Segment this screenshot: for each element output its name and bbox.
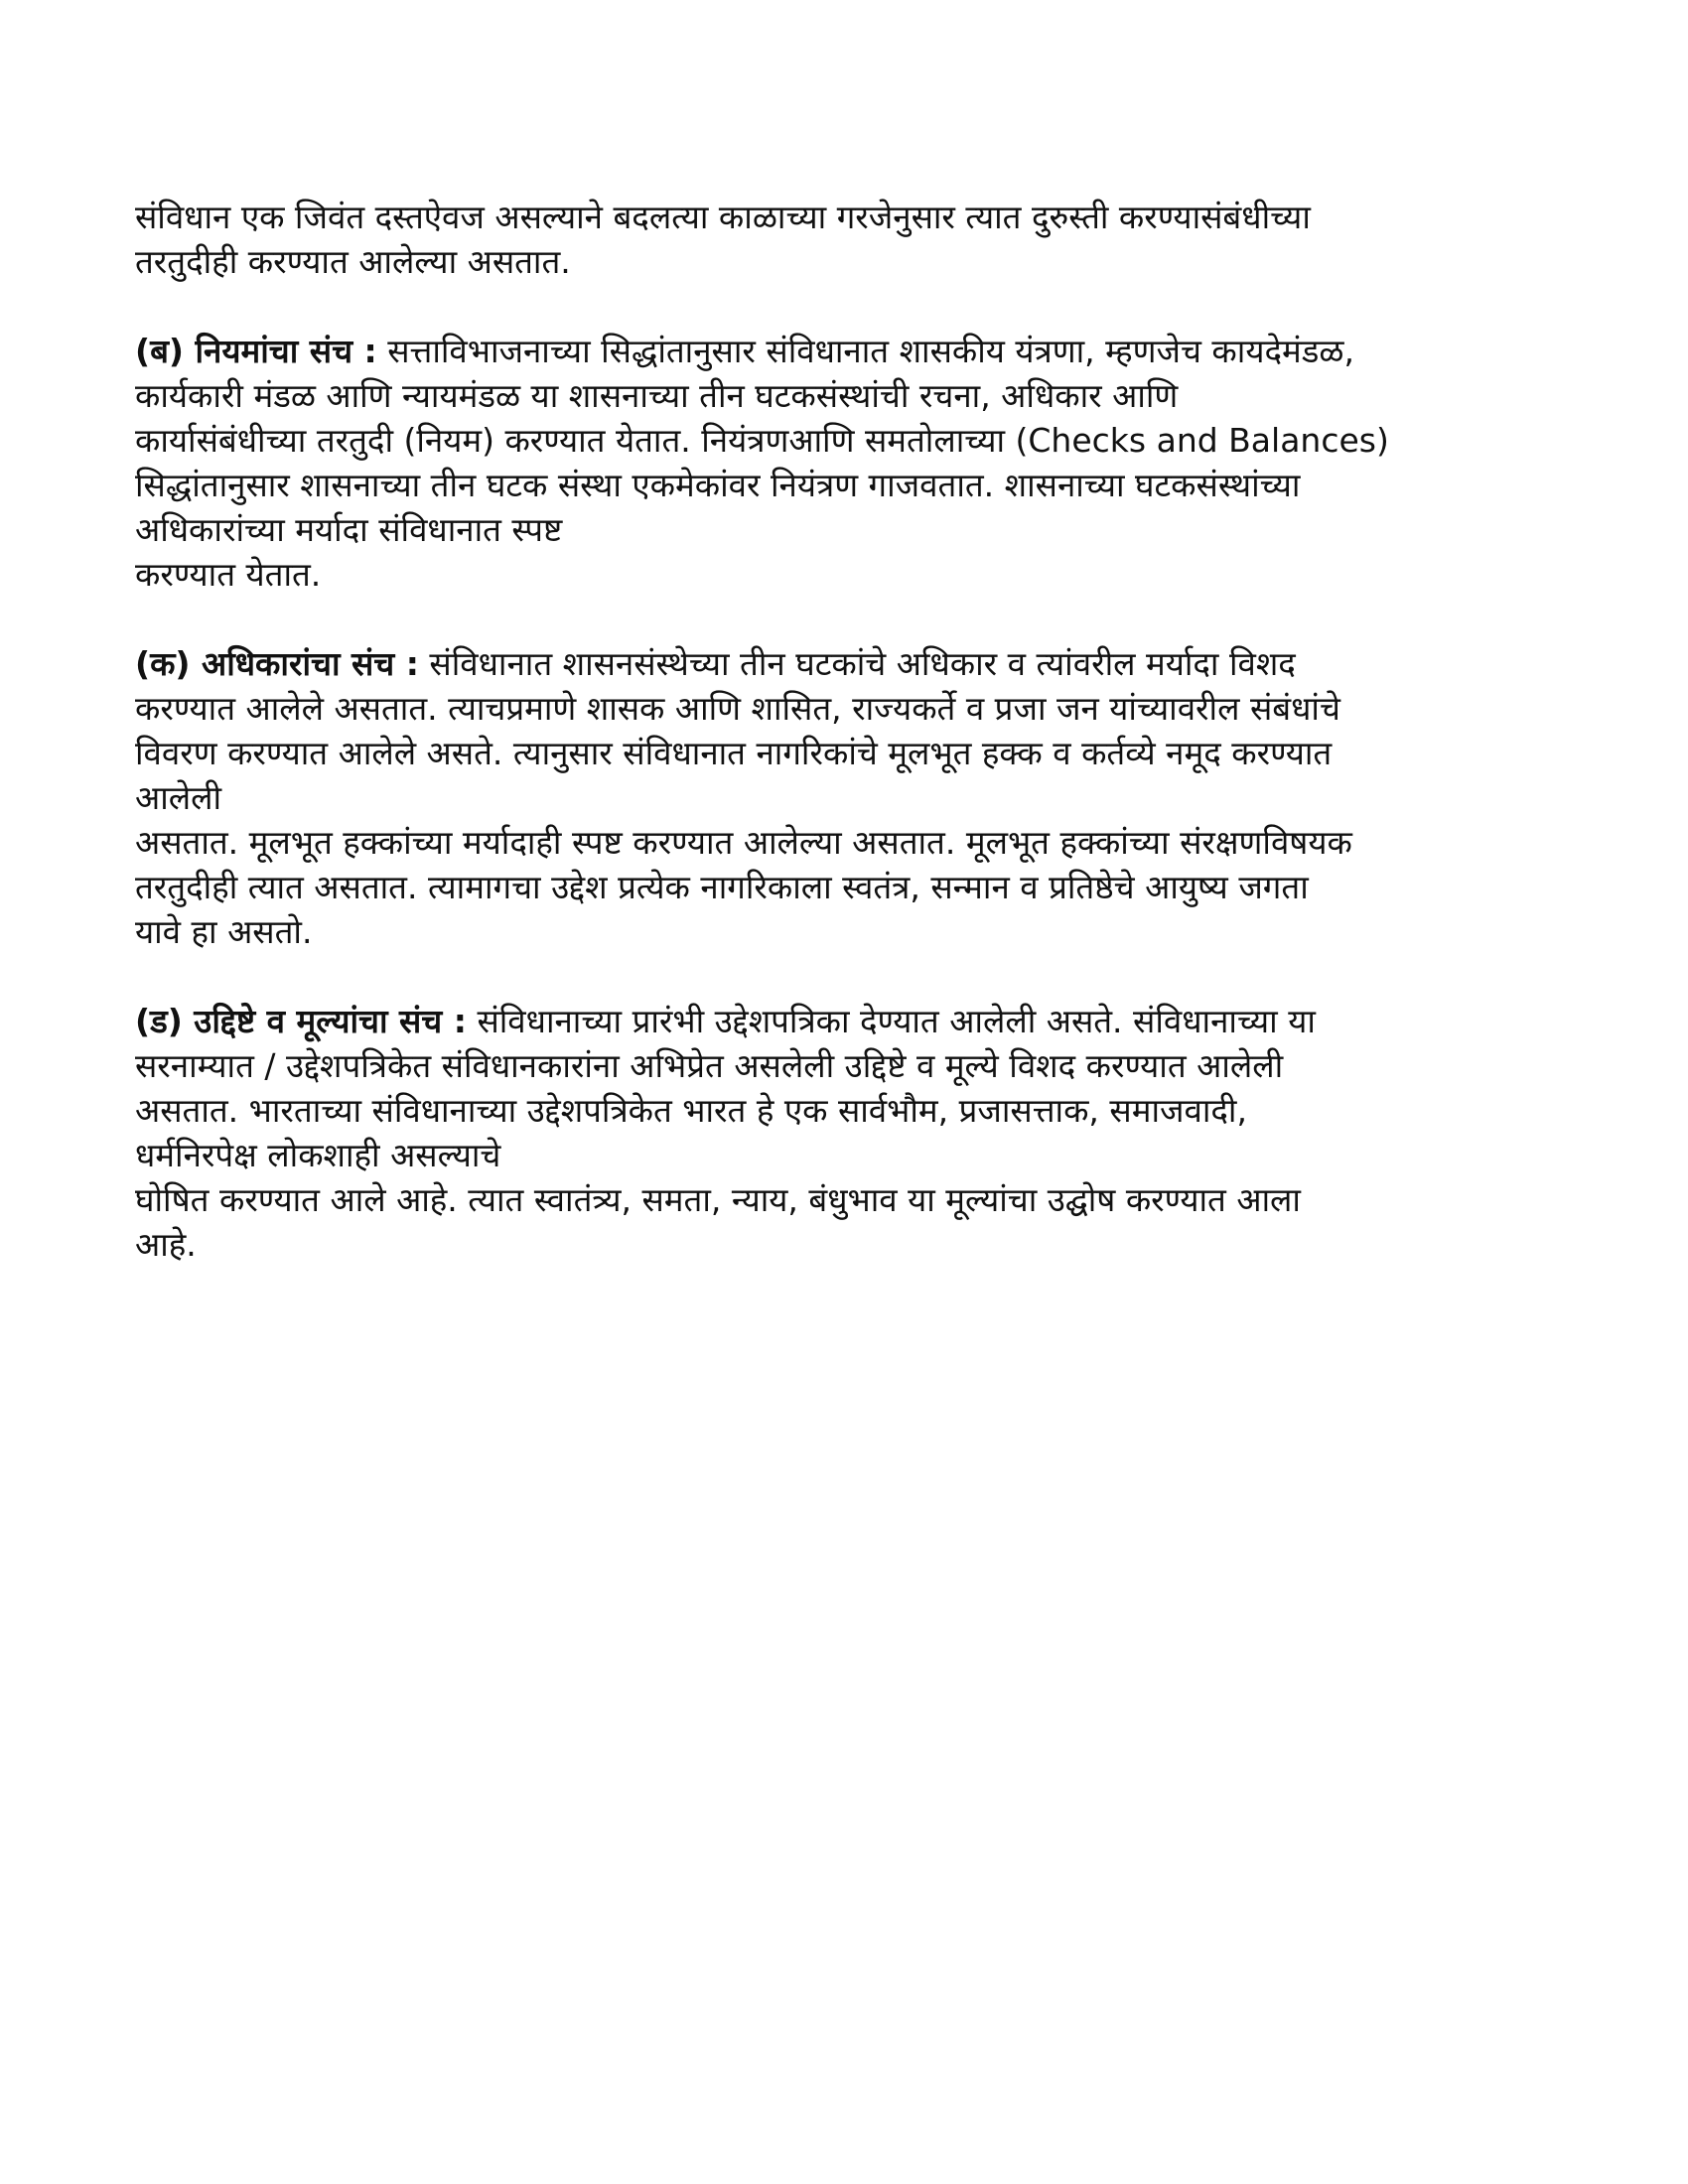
section-d-heading: (ड) उद्दिष्टे व मूल्यांचा संच : (135, 1002, 467, 1040)
section-b-heading: (ब) नियमांचा संच : (135, 332, 377, 370)
text-line: तरतुदीही त्यात असतात. त्यामागचा उद्देश प्रत्येक नागरिकाला स्वतंत्र, सन्मान व प्रतिष्ठेचे आयुष्य जगता (135, 868, 1309, 906)
text-line: कार्यकारी मंडळ आणि न्यायमंडळ या शासनाच्या तीन घटकसंस्थांची रचना, अधिकार आणि (135, 376, 1179, 415)
text-line: आहे. (135, 1225, 197, 1264)
text-line: करण्यात आलेले असतात. त्याचप्रमाणे शासक आणि शासित, राज्यकर्ते व प्रजा जन यांच्यावरील संबंधांचे (135, 689, 1340, 728)
text-line: तरतुदीही करण्यात आलेल्या असतात. (135, 242, 571, 281)
text-line (135, 999, 1555, 1043)
section-k-paragraph (135, 641, 1555, 954)
section-k-heading: (क) अधिकारांचा संच : (135, 644, 419, 683)
text-line (135, 329, 1555, 373)
text-line: असतात. भारताच्या संविधानाच्या उद्देशपत्रिकेत भारत हे एक सार्वभौम, प्रजासत्ताक, समाजवादी, (135, 1091, 1247, 1130)
text-line: विवरण करण्यात आलेले असते. त्यानुसार संविधानात नागरिकांचे मूलभूत हक्क व कर्तव्ये नमूद करण्यात (135, 734, 1333, 772)
text-line: अधिकारांच्या मर्यादा संविधानात स्पष्ट (135, 510, 563, 549)
section-b-first-line: सत्ताविभाजनाच्या सिद्धांतानुसार संविधानात शासकीय यंत्रणा, म्हणजेच कायदेमंडळ, (376, 332, 1354, 370)
text-line: सरनाम्यात / उद्देशपत्रिकेत संविधानकारांना अभिप्रेत असलेली उद्दिष्टे व मूल्ये विशद करण्यात आलेली (135, 1046, 1284, 1085)
text-line: यावे हा असतो. (135, 912, 313, 951)
section-d-paragraph (135, 999, 1555, 1267)
section-b-paragraph (135, 329, 1555, 597)
text-line: आलेली (135, 778, 222, 817)
text-line: धर्मनिरपेक्ष लोकशाही असल्याचे (135, 1136, 501, 1174)
text-line: घोषित करण्यात आले आहे. त्यात स्वातंत्र्य, समता, न्याय, बंधुभाव या मूल्यांचा उद्घोष करण्यात आला (135, 1180, 1301, 1219)
section-d-first-line: संविधानाच्या प्रारंभी उद्देशपत्रिका देण्यात आलेली असते. संविधानाच्या या (466, 1002, 1316, 1040)
text-line: संविधान एक जिवंत दस्तऐवज असल्याने बदलत्या काळाच्या गरजेनुसार त्यात दुरुस्ती करण्यासंबंधीच्या (135, 198, 1311, 236)
text-line: असतात. मूलभूत हक्कांच्या मर्यादाही स्पष्ट करण्यात आलेल्या असतात. मूलभूत हक्कांच्या संरक्षणविषयक (135, 823, 1352, 862)
text-line: कार्यासंबंधीच्या तरतुदी (नियम) करण्यात येतात. नियंत्रणआणि समतोलाच्या (Checks and Balances) (135, 421, 1389, 460)
intro-paragraph (135, 195, 1555, 284)
text-line: करण्यात येतात. (135, 555, 322, 594)
section-k-first-line: संविधानात शासनसंस्थेच्या तीन घटकांचे अधिकार व त्यांवरील मर्यादा विशद (418, 644, 1296, 683)
text-line: सिद्धांतानुसार शासनाच्या तीन घटक संस्था एकमेकांवर नियंत्रण गाजवतात. शासनाच्या घटकसंस्थांच्या (135, 466, 1301, 504)
document-page (135, 195, 1555, 1311)
text-line (135, 641, 1555, 686)
